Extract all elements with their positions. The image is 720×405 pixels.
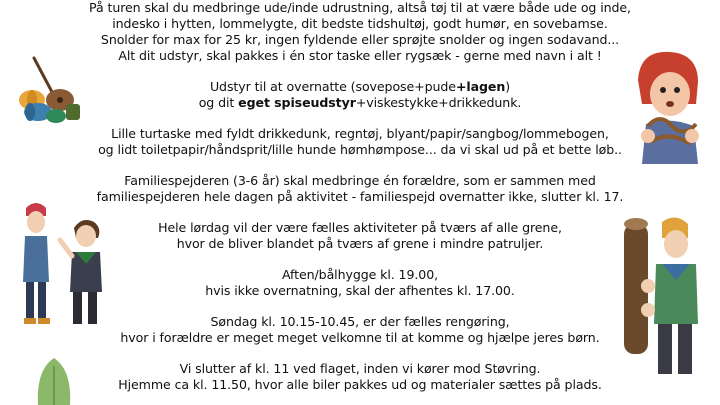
text-line: og dit eget spiseudstyr+viskestykke+drikkedunk. <box>198 95 522 110</box>
rope-knot-scout-icon <box>628 46 708 166</box>
bush-icon <box>30 356 78 405</box>
camping-gear-icon <box>16 52 86 124</box>
packing-list-paragraph <box>0 0 720 64</box>
text-line: Snolder for max for 25 kr, ingen fyldende eller sprøjte snolder og ingen sodavand... <box>100 32 620 47</box>
text-line: Aften/bålhygge kl. 19.00, <box>281 267 439 282</box>
text-line: Hjemme ca kl. 11.50, hvor alle biler pakkes ud og materialer sættes på plads. <box>118 377 602 392</box>
text-line: Udstyr til at overnatte (sovepose+pude+lagen) <box>209 79 511 94</box>
text-line: Lille turtaske med fyldt drikkedunk, regntøj, blyant/papir/sangbog/lommebogen, <box>111 126 609 141</box>
text-line: indesko i hytten, lommelygte, dit bedste tidshultøj, godt humør, en sovebamse. <box>112 16 608 31</box>
text-line: hvor de bliver blandet på tværs af grene i mindre patruljer. <box>176 236 544 251</box>
two-scouts-talking-icon <box>16 198 112 334</box>
scout-carrying-log-icon <box>618 214 702 382</box>
bold-text: eget spiseudstyr <box>238 95 356 110</box>
text-line: familiespejderen hele dagen på aktivitet - familiespejd overnatter ikke, slutter kl. 17. <box>96 189 624 204</box>
text-line: Søndag kl. 10.15-10.45, er der fælles rengøring, <box>210 314 510 329</box>
text-line: Vi slutter af kl. 11 ved flaget, inden vi kører mod Støvring. <box>179 361 541 376</box>
text-line: Alt dit udstyr, skal pakkes i én stor taske eller rygsæk - gerne med navn i alt ! <box>118 48 602 63</box>
text-line: og lidt toiletpapir/håndsprit/lille hunde hømhømpose... da vi skal ud på et bette løb.. <box>98 142 622 157</box>
bold-text: +lagen <box>455 79 506 94</box>
departure-paragraph <box>0 361 720 393</box>
overnight-gear-paragraph <box>0 79 720 111</box>
day-bag-paragraph <box>0 126 720 158</box>
text-line: Hele lørdag vil der være fælles aktiviteter på tværs af alle grene, <box>158 220 562 235</box>
text-line: hvis ikke overnatning, skal der afhentes kl. 17.00. <box>205 283 515 298</box>
text-line: hvor i forældre er meget meget velkomne til at komme og hjælpe jeres børn. <box>120 330 600 345</box>
text-line: Familiespejderen (3-6 år) skal medbringe én forældre, som er sammen med <box>124 173 596 188</box>
text-line: På turen skal du medbringe ude/inde udrustning, altså tøj til at være både ude og inde, <box>89 0 631 15</box>
